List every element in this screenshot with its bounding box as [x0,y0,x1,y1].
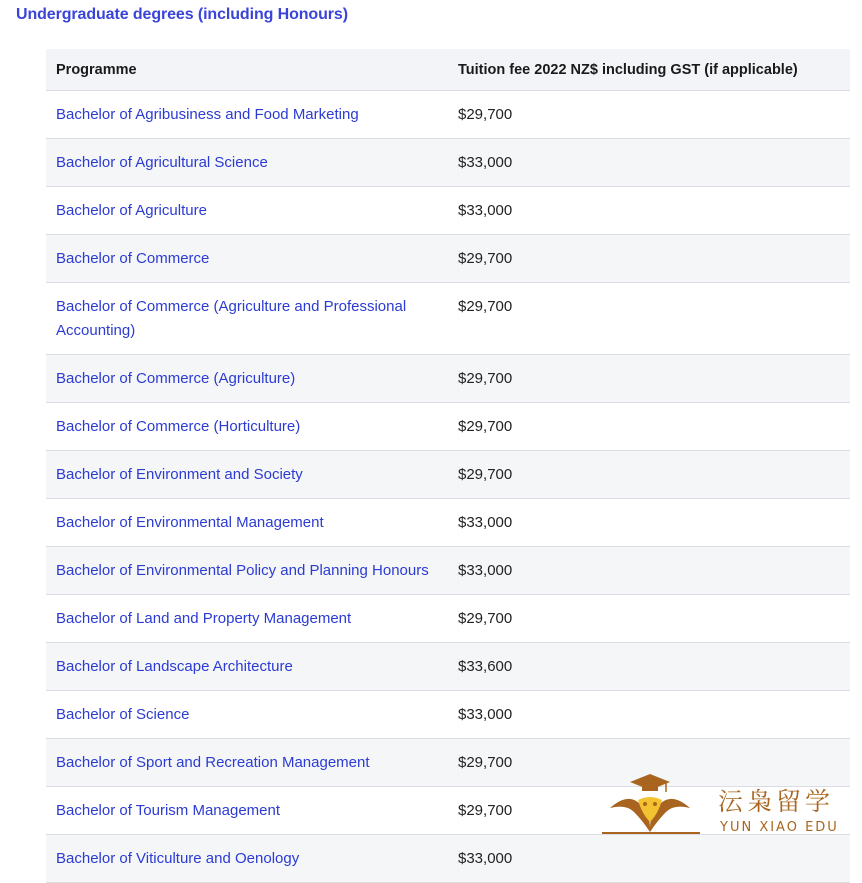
table-row [46,547,850,595]
fee-cell [448,355,850,403]
table-row [46,91,850,139]
programme-cell [46,283,448,355]
programme-cell [46,547,448,595]
fee-value: $33,000 [458,514,513,531]
programme-cell [46,835,448,883]
table-row [46,835,850,883]
fee-cell [448,451,850,499]
programme-link[interactable]: Bachelor of Environment and Society [56,466,303,483]
fee-value: $33,000 [458,562,513,579]
programme-link[interactable]: Bachelor of Viticulture and Oenology [56,850,300,867]
fee-cell [448,643,850,691]
programme-link[interactable]: Bachelor of Agribusiness and Food Marketing [56,106,359,123]
programme-cell [46,403,448,451]
table-row [46,283,850,355]
fee-cell [448,595,850,643]
programme-link[interactable]: Bachelor of Commerce (Agriculture) [56,370,296,387]
programme-link[interactable]: Bachelor of Agricultural Science [56,154,268,171]
table-header-row [46,49,850,91]
header-tuition-fee: Tuition fee 2022 NZ$ including GST (if applicable) [448,49,850,91]
section-heading-link[interactable]: Undergraduate degrees (including Honours) [16,6,348,23]
fee-value: $29,700 [458,418,513,435]
tuition-fee-table [46,49,850,883]
table-row [46,691,850,739]
programme-cell [46,499,448,547]
programme-link[interactable]: Bachelor of Land and Property Management [56,610,352,627]
programme-link[interactable]: Bachelor of Agriculture [56,202,207,219]
table-row [46,187,850,235]
fee-cell [448,187,850,235]
programme-cell [46,187,448,235]
fee-cell [448,139,850,187]
programme-link[interactable]: Bachelor of Commerce (Horticulture) [56,418,301,435]
table-row [46,787,850,835]
programme-link[interactable]: Bachelor of Commerce (Agriculture and Professional Accounting) [56,298,407,339]
table-row [46,355,850,403]
programme-link[interactable]: Bachelor of Science [56,706,190,723]
watermark-chinese-name: 沄枭留学 [718,787,835,816]
fee-cell [448,691,850,739]
fee-cell [448,499,850,547]
programme-cell [46,787,448,835]
fee-value: $29,700 [458,250,513,267]
programme-link[interactable]: Bachelor of Tourism Management [56,802,281,819]
programme-link[interactable]: Bachelor of Environmental Policy and Planning Honours [56,562,429,579]
fee-value: $33,000 [458,850,513,867]
programme-cell [46,91,448,139]
programme-link[interactable]: Bachelor of Landscape Architecture [56,658,293,675]
fee-value: $29,700 [458,802,513,819]
table-row [46,139,850,187]
fee-cell [448,547,850,595]
table-row [46,403,850,451]
fee-value: $29,700 [458,466,513,483]
fee-cell [448,235,850,283]
table-row [46,643,850,691]
fee-value: $33,000 [458,154,513,171]
fee-value: $33,000 [458,706,513,723]
watermark-english-name: YUN XIAO EDU [720,820,839,835]
header-programme: Programme [46,49,448,91]
programme-link[interactable]: Bachelor of Commerce [56,250,210,267]
programme-cell [46,355,448,403]
fee-value: $29,700 [458,106,513,123]
programme-link[interactable]: Bachelor of Environmental Management [56,514,324,531]
fee-cell [448,835,850,883]
programme-cell [46,451,448,499]
fee-cell [448,283,850,355]
programme-link[interactable]: Bachelor of Sport and Recreation Management [56,754,370,771]
table-row [46,739,850,787]
fee-value: $29,700 [458,754,513,771]
programme-cell [46,235,448,283]
programme-cell [46,643,448,691]
programme-cell [46,739,448,787]
programme-cell [46,691,448,739]
fee-value: $29,700 [458,298,513,315]
table-row [46,595,850,643]
fee-value: $29,700 [458,370,513,387]
fee-cell [448,91,850,139]
fee-cell [448,403,850,451]
fee-cell [448,787,850,835]
fee-value: $33,600 [458,658,513,675]
fee-cell [448,739,850,787]
programme-cell [46,139,448,187]
fee-value: $33,000 [458,202,513,219]
programme-cell [46,595,448,643]
table-row [46,235,850,283]
table-row [46,499,850,547]
fee-value: $29,700 [458,610,513,627]
table-row [46,451,850,499]
